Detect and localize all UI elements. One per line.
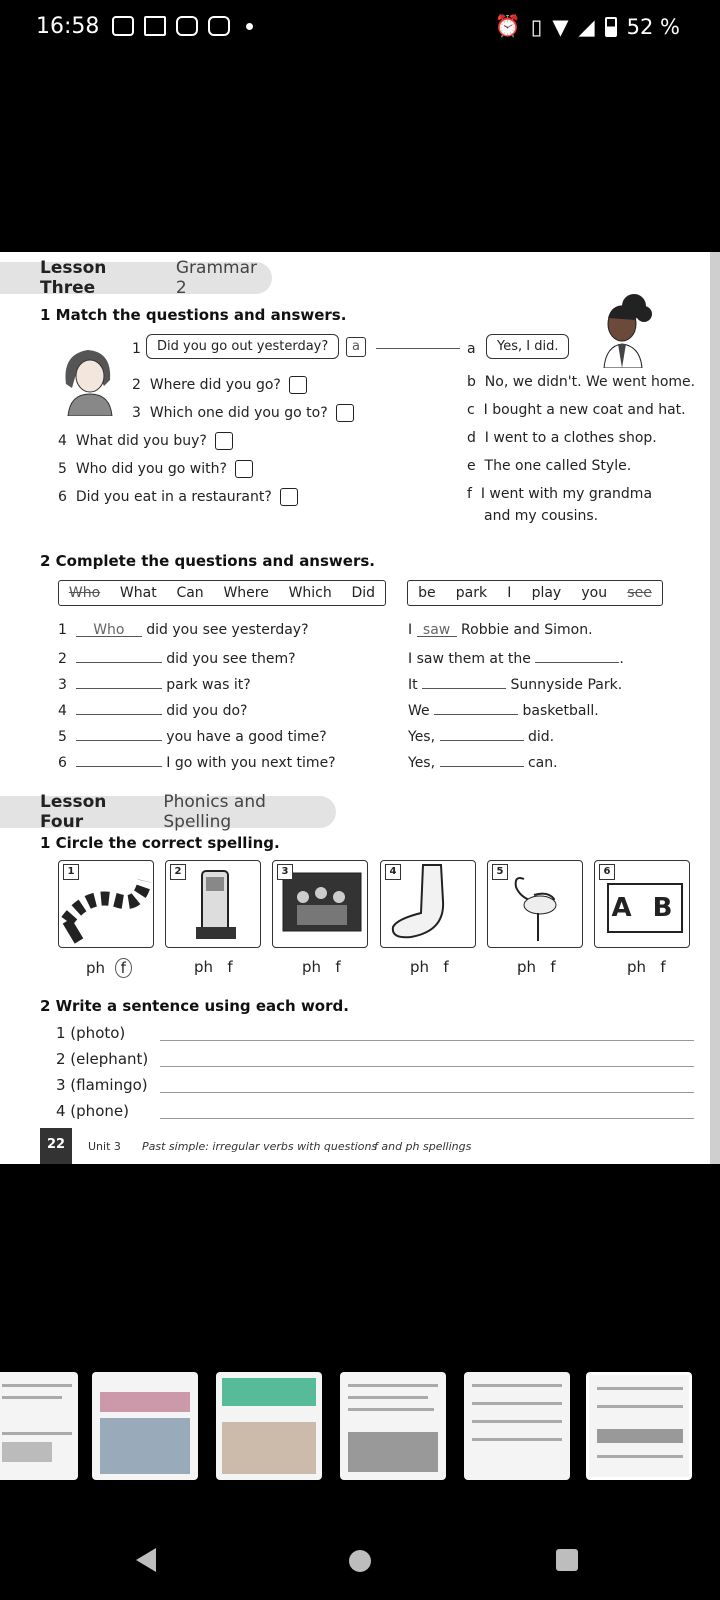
- choice-2-f[interactable]: f: [227, 958, 233, 976]
- picture-phone: [165, 860, 261, 948]
- answer-row-3-start: It: [408, 677, 418, 693]
- row-3-text: park was it?: [166, 677, 251, 693]
- answer-f-text: I went with my grandma: [480, 486, 653, 502]
- question-3-text: Which one did you go to?: [149, 405, 328, 421]
- answer-c-text: I bought a new coat and hat.: [483, 402, 686, 418]
- girl-illustration: [58, 344, 120, 416]
- answer-row-4-start: We: [408, 703, 430, 719]
- question-5-text: Who did you go with?: [75, 461, 227, 477]
- question-6: [58, 488, 298, 506]
- row-5-number: 5: [58, 729, 67, 745]
- complete-row-3: [58, 674, 251, 693]
- choice-4-f[interactable]: f: [443, 958, 449, 976]
- answer-row-6-blank[interactable]: [440, 752, 524, 767]
- question-3: [132, 404, 354, 422]
- gmail-icon: [144, 16, 166, 36]
- system-icons: [495, 14, 680, 39]
- thumbnail-page-6-selected[interactable]: [586, 1372, 692, 1480]
- choice-6-f[interactable]: f: [660, 958, 666, 976]
- answer-row-2: [408, 648, 624, 667]
- youtube-icon: [208, 16, 230, 36]
- row-5-blank[interactable]: [76, 726, 162, 741]
- choice-4-ph[interactable]: ph: [410, 958, 430, 976]
- row-1-blank[interactable]: Who: [76, 622, 142, 637]
- answer-c-letter: c: [467, 402, 475, 418]
- row-3-number: 3: [58, 677, 67, 693]
- row-2-number: 2: [58, 651, 67, 667]
- complete-row-6: [58, 752, 336, 771]
- woman-illustration: [590, 292, 662, 368]
- write-task-title: 2 Write a sentence using each word.: [40, 997, 349, 1015]
- answer-row-3-end: Sunnyside Park.: [510, 677, 623, 693]
- answer-row-4: [408, 700, 599, 719]
- wifi-icon: ▼: [552, 14, 569, 39]
- choice-2-ph[interactable]: ph: [194, 958, 214, 976]
- answer-a-letter: a: [467, 341, 476, 357]
- question-4-answer-box[interactable]: [215, 432, 233, 450]
- write-line-4[interactable]: [160, 1118, 694, 1119]
- word-play: play: [531, 585, 562, 601]
- row-5-text: you have a good time?: [166, 729, 327, 745]
- book-letters: A B: [607, 883, 683, 933]
- picture-foot: [380, 860, 476, 948]
- image-icon: [112, 16, 134, 36]
- question-5-answer-box[interactable]: [235, 460, 253, 478]
- picture-2-number: 2: [170, 864, 186, 880]
- picture-3-number: 3: [277, 864, 293, 880]
- status-time: 16:58: [36, 14, 100, 39]
- picture-book: [594, 860, 690, 948]
- picture-5-number: 5: [492, 864, 508, 880]
- answer-row-1-blank[interactable]: saw: [417, 622, 457, 637]
- question-1-bubble: [146, 334, 339, 359]
- thumbnail-page-5[interactable]: [464, 1372, 570, 1480]
- footer-topic: Past simple: irregular verbs with questions: [142, 1140, 378, 1153]
- question-2-number: 2: [132, 377, 141, 393]
- notification-icons: [112, 16, 253, 36]
- page-edge: [710, 252, 720, 1164]
- answer-row-3: [408, 674, 622, 693]
- answer-f: [467, 486, 652, 502]
- signal-icon: ◢: [578, 14, 595, 39]
- dot-icon: [246, 23, 253, 30]
- word-i: I: [507, 585, 512, 601]
- answer-row-1-start: I: [408, 622, 413, 638]
- question-3-number: 3: [132, 405, 141, 421]
- choice-5-ph[interactable]: ph: [517, 958, 537, 976]
- word-what: What: [119, 585, 157, 601]
- answer-row-5-blank[interactable]: [440, 726, 524, 741]
- word-box-right: [407, 580, 663, 606]
- answer-b-text: No, we didn't. We went home.: [484, 374, 696, 390]
- thumbnail-page-4[interactable]: [340, 1372, 446, 1480]
- word-can: Can: [176, 585, 204, 601]
- choice-3-f[interactable]: f: [335, 958, 341, 976]
- word-park: park: [455, 585, 488, 601]
- picture-scarf: [58, 860, 154, 948]
- complete-row-5: [58, 726, 327, 745]
- spelling-choice-3[interactable]: [302, 958, 341, 976]
- picture-flamingo: [487, 860, 583, 948]
- match-line: [376, 348, 460, 349]
- answer-e-text: The one called Style.: [484, 458, 632, 474]
- picture-6-number: 6: [599, 864, 615, 880]
- alarm-icon: ⏰: [494, 14, 521, 38]
- question-2-text: Where did you go?: [149, 377, 281, 393]
- status-bar: [0, 0, 720, 56]
- vibrate-icon: ▯: [530, 14, 543, 39]
- answer-row-4-end: basketball.: [522, 703, 599, 719]
- lesson-four-title: Lesson Four: [40, 792, 107, 832]
- answer-d-text: I went to a clothes shop.: [484, 430, 657, 446]
- answer-e-letter: e: [467, 458, 476, 474]
- answer-d-letter: d: [467, 430, 476, 446]
- question-6-number: 6: [58, 489, 67, 505]
- answer-row-6: [408, 752, 558, 771]
- home-icon[interactable]: [349, 1550, 371, 1572]
- question-1-number: 1: [132, 341, 141, 357]
- write-item-phone: 4 (phone): [56, 1102, 129, 1120]
- task1-title: 1 Match the questions and answers.: [40, 306, 347, 324]
- answer-row-1: [408, 622, 593, 638]
- answer-row-2-end: .: [619, 651, 624, 667]
- row-4-text: did you do?: [166, 703, 248, 719]
- question-1-answer: a: [352, 339, 360, 354]
- question-2: [132, 376, 307, 394]
- answer-row-2-blank[interactable]: [535, 648, 619, 663]
- question-4: [58, 432, 233, 450]
- lesson-four-subtitle: Phonics and Spelling: [163, 792, 266, 832]
- row-1-number: 1: [58, 622, 67, 638]
- task2-title: 2 Complete the questions and answers.: [40, 552, 375, 570]
- word-where: Where: [223, 585, 269, 601]
- youtube-icon: [176, 16, 198, 36]
- word-who: Who: [68, 585, 101, 601]
- word-see: see: [627, 585, 652, 601]
- question-3-answer-box[interactable]: [336, 404, 354, 422]
- question-1-answer-box[interactable]: [346, 337, 366, 357]
- picture-4-number: 4: [385, 864, 401, 880]
- thumbnail-page-2[interactable]: [92, 1372, 198, 1480]
- answer-row-3-blank[interactable]: [422, 674, 506, 689]
- answer-a-bubble: [486, 334, 569, 359]
- write-line-1[interactable]: [160, 1040, 694, 1041]
- spelling-choice-5[interactable]: [517, 958, 556, 976]
- row-6-text: I go with you next time?: [166, 755, 336, 771]
- word-you: you: [581, 585, 608, 601]
- write-item-flamingo: 3 (flamingo): [56, 1076, 148, 1094]
- complete-row-4: [58, 700, 247, 719]
- thumbnail-page-3[interactable]: [216, 1372, 322, 1480]
- answer-row-5-start: Yes,: [408, 729, 436, 745]
- complete-row-2: [58, 648, 296, 667]
- answer-f-line2: and my cousins.: [484, 508, 599, 524]
- answer-a-text: Yes, I did.: [497, 339, 559, 354]
- question-6-answer-box[interactable]: [280, 488, 298, 506]
- answer-b: [467, 374, 695, 390]
- page-number: 22: [40, 1128, 72, 1164]
- question-6-text: Did you eat in a restaurant?: [75, 489, 272, 505]
- word-be: be: [418, 585, 436, 601]
- choice-1-f[interactable]: f: [115, 958, 132, 978]
- question-5-number: 5: [58, 461, 67, 477]
- choice-1-ph[interactable]: ph: [86, 959, 106, 977]
- choice-3-ph[interactable]: ph: [302, 958, 322, 976]
- write-line-3[interactable]: [160, 1092, 694, 1093]
- battery-percent: 52 %: [626, 14, 680, 39]
- write-item-photo: 1 (photo): [56, 1024, 126, 1042]
- question-2-answer-box[interactable]: [289, 376, 307, 394]
- answer-e: [467, 458, 631, 474]
- answer-c: [467, 402, 686, 418]
- answer-row-4-blank[interactable]: [434, 700, 518, 715]
- word-box-left: [58, 580, 386, 606]
- question-4-number: 4: [58, 433, 67, 449]
- spelling-choice-1[interactable]: [86, 958, 132, 978]
- complete-row-1: [58, 622, 309, 638]
- row-6-blank[interactable]: [76, 752, 162, 767]
- lesson-three-header: [0, 258, 272, 298]
- footer-unit: Unit 3: [88, 1140, 121, 1153]
- battery-icon: [605, 17, 617, 37]
- choice-5-f[interactable]: f: [550, 958, 556, 976]
- thumbnail-page-1[interactable]: [0, 1372, 78, 1480]
- row-4-number: 4: [58, 703, 67, 719]
- row-4-blank[interactable]: [76, 700, 162, 715]
- page-thumbnails: [0, 1368, 720, 1484]
- back-icon[interactable]: [136, 1548, 156, 1572]
- answer-row-5: [408, 726, 554, 745]
- spelling-choice-2[interactable]: [194, 958, 233, 976]
- answer-f-letter: f: [467, 486, 472, 502]
- answer-row-1-end: Robbie and Simon.: [461, 622, 593, 638]
- write-line-2[interactable]: [160, 1066, 694, 1067]
- answer-row-6-start: Yes,: [408, 755, 436, 771]
- picture-photo: [272, 860, 368, 948]
- lesson-three-subtitle: Grammar 2: [175, 258, 257, 298]
- lesson-four-header: [0, 792, 336, 832]
- answer-row-6-end: can.: [527, 755, 558, 771]
- word-which: Which: [288, 585, 332, 601]
- picture-1-number: 1: [63, 864, 79, 880]
- write-item-elephant: 2 (elephant): [56, 1050, 149, 1068]
- answer-row-5-end: did.: [527, 729, 555, 745]
- spelling-choice-6[interactable]: [627, 958, 666, 976]
- choice-6-ph[interactable]: ph: [627, 958, 647, 976]
- row-3-blank[interactable]: [76, 674, 162, 689]
- row-2-text: did you see them?: [166, 651, 296, 667]
- answer-d: [467, 430, 657, 446]
- row-1-text: did you see yesterday?: [146, 622, 309, 638]
- answer-b-letter: b: [467, 374, 476, 390]
- word-did: Did: [351, 585, 376, 601]
- circle-task-title: 1 Circle the correct spelling.: [40, 834, 280, 852]
- row-2-blank[interactable]: [76, 648, 162, 663]
- footer-phonics: f and ph spellings: [374, 1140, 472, 1153]
- recents-icon[interactable]: [556, 1549, 578, 1571]
- question-4-text: What did you buy?: [75, 433, 207, 449]
- answer-row-2-start: I saw them at the: [408, 651, 531, 667]
- question-1-text: Did you go out yesterday?: [157, 339, 329, 354]
- lesson-three-title: Lesson Three: [40, 258, 107, 298]
- row-6-number: 6: [58, 755, 67, 771]
- spelling-choice-4[interactable]: [410, 958, 449, 976]
- question-5: [58, 460, 253, 478]
